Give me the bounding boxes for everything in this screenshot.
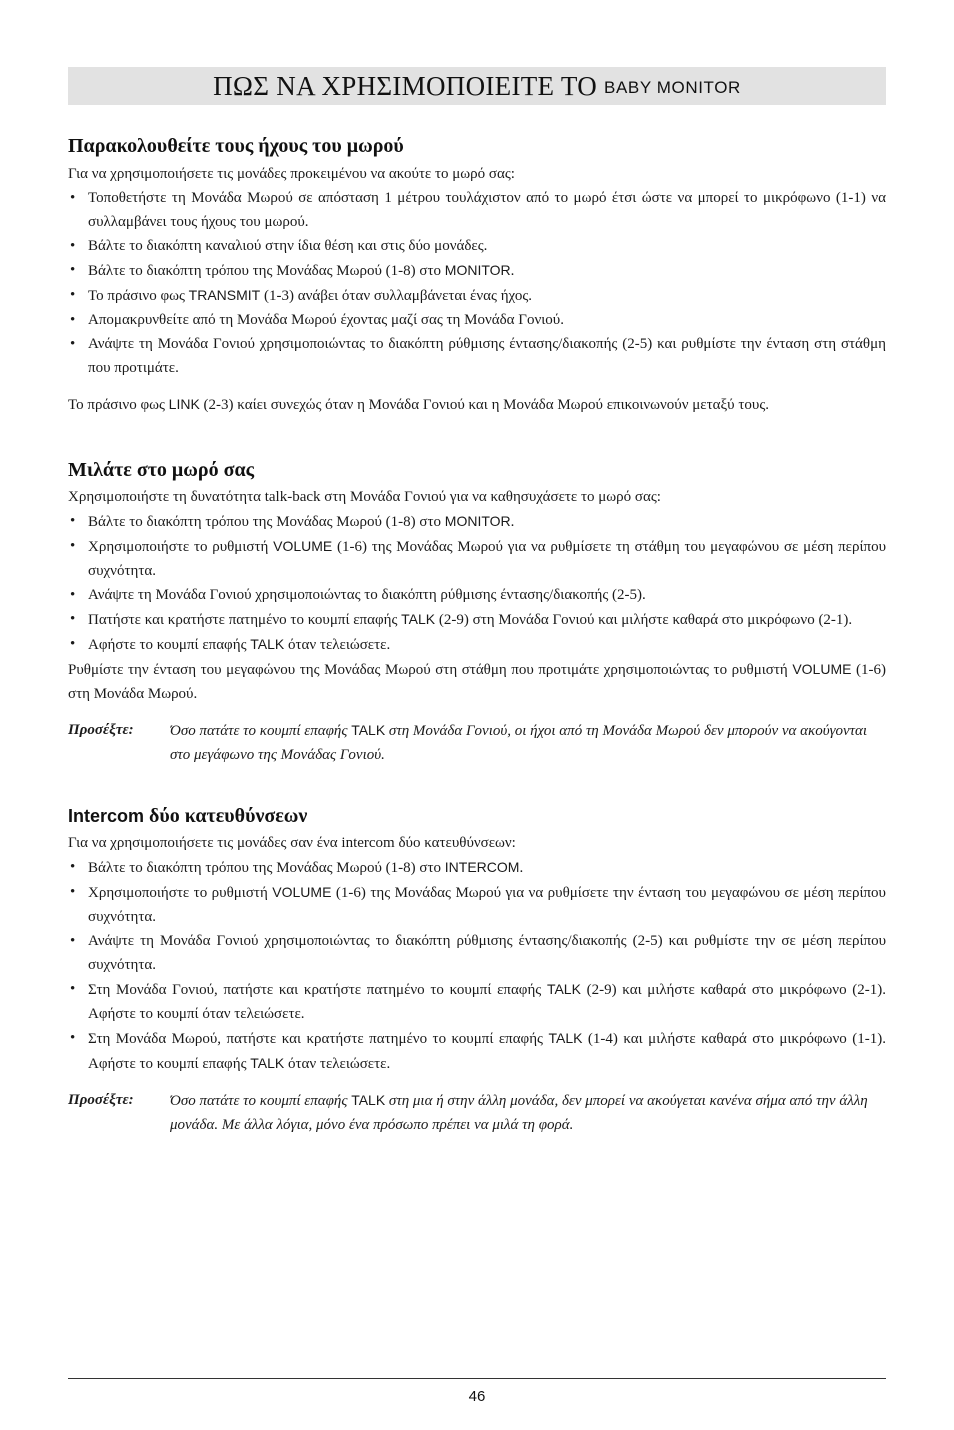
bullet-icon: •: [70, 933, 76, 949]
list-item: • Χρησιμοποιήστε το ρυθμιστή VOLUME (1-6) της Μονάδας Μωρού για να ρυθμίσετε τη στάθμη του μεγαφώνου σε μέση περίπου συχνότητα.: [68, 534, 886, 583]
keyword: VOLUME: [272, 884, 332, 900]
bullet-icon: •: [70, 1030, 76, 1046]
section-intro: Για να χρησιμοποιήσετε τις μονάδες σαν ένα intercom δύο κατευθύνσεων:: [68, 835, 516, 851]
list-item: • Ανάψτε τη Μονάδα Γονιού χρησιμοποιώντας το διακόπτη ρύθμισης έντασης/διακοπής (2-5) και ρυθμίστε την σε μέση περίπου συχνότητα.: [68, 929, 886, 977]
list-item: • Το πράσινο φως TRANSMIT (1-3) ανάβει όταν συλλαμβάνεται ένας ήχος.: [68, 283, 886, 308]
bullet-icon: •: [70, 312, 76, 328]
keyword: TALK: [548, 1030, 583, 1046]
bullet-icon: •: [70, 513, 76, 529]
keyword: TALK: [250, 636, 285, 652]
footer-divider: [68, 1378, 886, 1379]
bullet-icon: •: [70, 190, 76, 206]
keyword: INTERCOM: [444, 859, 520, 875]
list-item: • Πατήστε και κρατήστε πατημένο το κουμπί επαφής TALK (2-9) στη Μονάδα Γονιού και μιλήστε καθαρά στο μικρόφωνο (2-1).: [68, 607, 886, 632]
section-talk: [68, 457, 886, 767]
page-title-main: ΠΩΣ ΝΑ ΧΡΗΣΙΜΟΠΟΙΕΙΤΕ ΤΟ: [213, 70, 597, 101]
bullet-icon: •: [70, 884, 76, 900]
list-item: • Βάλτε το διακόπτη τρόπου της Μονάδας Μωρού (1-8) στο MONITOR.: [68, 258, 886, 283]
bullet-icon: •: [70, 859, 76, 875]
bullet-icon: •: [70, 336, 76, 352]
page-number: 46: [468, 1388, 486, 1405]
list-item: • Απομακρυνθείτε από τη Μονάδα Μωρού έχοντας μαζί σας τη Μονάδα Γονιού.: [68, 308, 886, 332]
bullet-icon: •: [70, 636, 76, 652]
bullet-icon: •: [70, 611, 76, 627]
bullet-icon: •: [70, 538, 76, 554]
keyword: MONITOR: [444, 513, 511, 529]
bullet-icon: •: [70, 238, 76, 254]
keyword: LINK: [168, 396, 200, 412]
section-intro: Χρησιμοποιήστε τη δυνατότητα talk-back στη Μονάδα Γονιού για να καθησυχάσετε το μωρό σας:: [68, 489, 661, 505]
keyword: TALK: [401, 611, 436, 627]
paragraph: Το πράσινο φως LINK (2-3) καίει συνεχώς όταν η Μονάδα Γονιού και η Μονάδα Μωρού επικοινωνούν μεταξύ τους.: [68, 396, 770, 413]
bullet-list: [68, 186, 886, 380]
section-intercom: [68, 803, 886, 1137]
bullet-icon: •: [70, 262, 76, 278]
section-heading: Intercom δύο κατευθύνσεων: [68, 805, 308, 827]
note: [68, 1088, 886, 1137]
keyword: TALK: [351, 1092, 386, 1108]
bullet-icon: •: [70, 981, 76, 997]
note-text: Όσο πατάτε το κουμπί επαφής TALK στη Μονάδα Γονιού, οι ήχοι από τη Μονάδα Μωρού δεν μπορούν να ακούγονται στο μεγάφωνο της Μονάδας Γονιού.: [170, 722, 868, 763]
section-heading: Μιλάτε στο μωρό σας: [68, 459, 255, 481]
list-item: • Βάλτε το διακόπτη τρόπου της Μονάδας Μωρού (1-8) στο INTERCOM.: [68, 855, 886, 880]
keyword: TALK: [351, 722, 386, 738]
note-label: Προσέξτε:: [68, 722, 134, 738]
page-title: [68, 67, 886, 105]
keyword: TALK: [250, 1055, 285, 1071]
note-text: Όσο πατάτε το κουμπί επαφής TALK στη μια ή στην άλλη μονάδα, δεν μπορεί να ακούγεται κανένα σήμα από την άλλη μονάδα. Με άλλα λόγια, μόνο ένα πρόσωπο πρέπει να μιλά τη φορά.: [170, 1092, 868, 1133]
bullet-list: [68, 509, 886, 657]
list-item: • Τοποθετήστε τη Μονάδα Μωρού σε απόσταση 1 μέτρου τουλάχιστον από το μωρό έτσι ώστε να μπορεί το μικρόφωνο (1-1) να συλλαμβάνει τους ήχους του μωρού.: [68, 186, 886, 234]
bullet-icon: •: [70, 287, 76, 303]
keyword: VOLUME: [273, 538, 333, 554]
bullet-icon: •: [70, 587, 76, 603]
list-item: • Αφήστε το κουμπί επαφής TALK όταν τελειώσετε.: [68, 632, 886, 657]
list-item: • Βάλτε το διακόπτη καναλιού στην ίδια θέση και στις δύο μονάδες.: [68, 234, 886, 258]
section-listen: [68, 133, 886, 417]
section-heading: Παρακολουθείτε τους ήχους του μωρού: [68, 135, 404, 157]
list-item: • Στη Μονάδα Γονιού, πατήστε και κρατήστε πατημένο το κουμπί επαφής TALK (2-9) και μιλήστε καθαρά στο μικρόφωνο (2-1). Αφήστε το κουμπί όταν τελειώσετε.: [68, 977, 886, 1026]
list-item: • Βάλτε το διακόπτη τρόπου της Μονάδας Μωρού (1-8) στο MONITOR.: [68, 509, 886, 534]
list-item: • Ανάψτε τη Μονάδα Γονιού χρησιμοποιώντας το διακόπτη ρύθμισης έντασης/διακοπής (2-5).: [68, 583, 886, 607]
bullet-list: [68, 855, 886, 1076]
list-item: • Ανάψτε τη Μονάδα Γονιού χρησιμοποιώντας το διακόπτη ρύθμισης έντασης/διακοπής (2-5) και ρυθμίστε την ένταση στη στάθμη που προτιμάτε.: [68, 332, 886, 380]
keyword: MONITOR: [444, 262, 511, 278]
note-label: Προσέξτε:: [68, 1092, 134, 1108]
keyword: TRANSMIT: [188, 287, 261, 303]
list-item: • Στη Μονάδα Μωρού, πατήστε και κρατήστε πατημένο το κουμπί επαφής TALK (1-4) και μιλήστε καθαρά στο μικρόφωνο (1-1). Αφήστε το κουμπί επαφής TALK όταν τελειώσετε.: [68, 1026, 886, 1076]
keyword: TALK: [546, 981, 581, 997]
paragraph: Ρυθμίστε την ένταση του μεγαφώνου της Μονάδας Μωρού στη στάθμη που προτιμάτε χρησιμοποιώντας το ρυθμιστή VOLUME (1-6) στη Μονάδα Μωρού.: [68, 661, 886, 702]
page-title-product: BABY MONITOR: [604, 78, 741, 97]
list-item: • Χρησιμοποιήστε το ρυθμιστή VOLUME (1-6) της Μονάδας Μωρού για να ρυθμίσετε την ένταση του μεγαφώνου σε μέση περίπου συχνότητα.: [68, 880, 886, 929]
section-intro: Για να χρησιμοποιήσετε τις μονάδες προκειμένου να ακούτε το μωρό σας:: [68, 166, 515, 182]
note: [68, 718, 886, 767]
page-content: [68, 67, 886, 1137]
keyword: VOLUME: [792, 661, 852, 677]
